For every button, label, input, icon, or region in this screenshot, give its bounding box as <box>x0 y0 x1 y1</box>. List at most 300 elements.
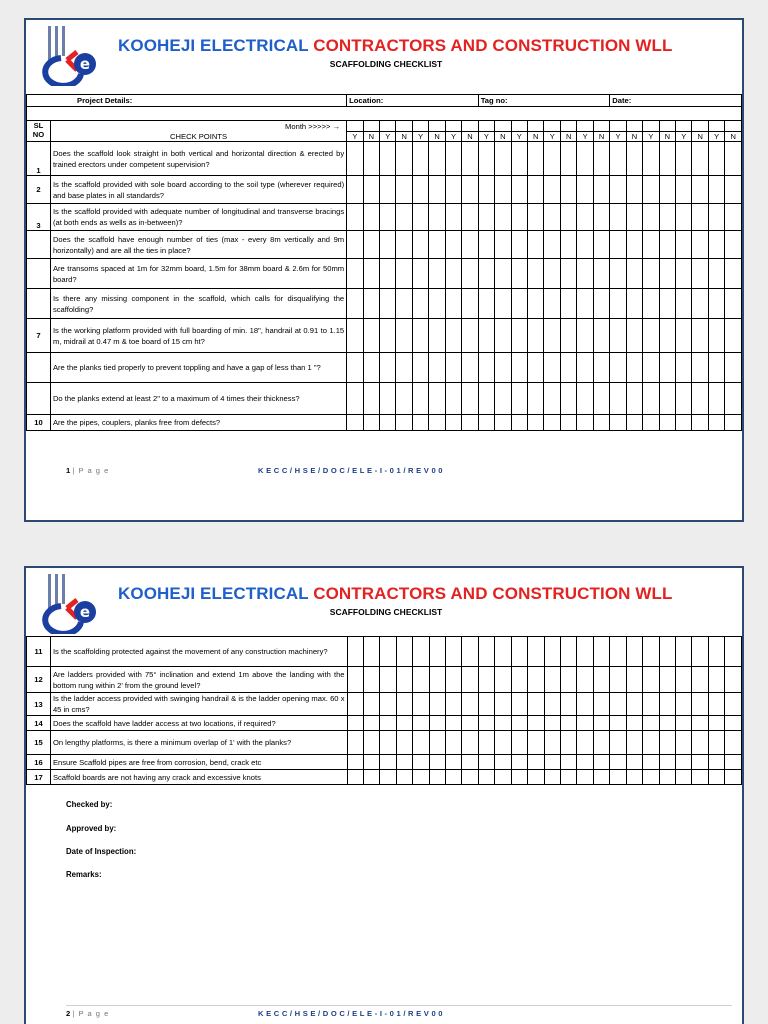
answer-cell[interactable] <box>511 755 527 770</box>
answer-cell[interactable] <box>610 693 626 716</box>
answer-cell[interactable] <box>495 383 511 415</box>
answer-cell[interactable] <box>626 667 642 693</box>
answer-cell[interactable] <box>643 176 659 204</box>
answer-cell[interactable] <box>380 770 396 785</box>
answer-cell[interactable] <box>446 637 462 667</box>
answer-cell[interactable] <box>708 204 724 231</box>
month-cell[interactable] <box>643 121 659 132</box>
answer-cell[interactable] <box>380 142 396 176</box>
answer-cell[interactable] <box>511 415 527 431</box>
answer-cell[interactable] <box>676 289 692 319</box>
answer-cell[interactable] <box>478 693 494 716</box>
answer-cell[interactable] <box>511 667 527 693</box>
answer-cell[interactable] <box>643 231 659 259</box>
answer-cell[interactable] <box>363 637 379 667</box>
month-cell[interactable] <box>610 121 626 132</box>
answer-cell[interactable] <box>659 716 675 731</box>
answer-cell[interactable] <box>626 693 642 716</box>
answer-cell[interactable] <box>577 731 593 755</box>
answer-cell[interactable] <box>396 770 412 785</box>
answer-cell[interactable] <box>380 353 396 383</box>
answer-cell[interactable] <box>643 353 659 383</box>
answer-cell[interactable] <box>528 176 544 204</box>
answer-cell[interactable] <box>708 319 724 353</box>
answer-cell[interactable] <box>363 289 379 319</box>
month-cell[interactable] <box>708 121 724 132</box>
answer-cell[interactable] <box>544 415 560 431</box>
answer-cell[interactable] <box>610 289 626 319</box>
answer-cell[interactable] <box>692 319 708 353</box>
answer-cell[interactable] <box>708 770 724 785</box>
answer-cell[interactable] <box>478 716 494 731</box>
answer-cell[interactable] <box>692 259 708 289</box>
answer-cell[interactable] <box>675 637 691 667</box>
month-cell[interactable] <box>347 121 363 132</box>
month-cell[interactable] <box>544 121 560 132</box>
answer-cell[interactable] <box>363 693 379 716</box>
answer-cell[interactable] <box>676 383 692 415</box>
answer-cell[interactable] <box>445 353 461 383</box>
answer-cell[interactable] <box>560 415 576 431</box>
answer-cell[interactable] <box>708 176 724 204</box>
month-cell[interactable] <box>380 121 396 132</box>
answer-cell[interactable] <box>462 716 478 731</box>
answer-cell[interactable] <box>380 319 396 353</box>
answer-cell[interactable] <box>561 667 577 693</box>
answer-cell[interactable] <box>528 415 544 431</box>
answer-cell[interactable] <box>380 259 396 289</box>
answer-cell[interactable] <box>692 289 708 319</box>
answer-cell[interactable] <box>560 319 576 353</box>
answer-cell[interactable] <box>380 693 396 716</box>
answer-cell[interactable] <box>413 770 429 785</box>
answer-cell[interactable] <box>396 415 412 431</box>
answer-cell[interactable] <box>626 176 642 204</box>
answer-cell[interactable] <box>676 176 692 204</box>
answer-cell[interactable] <box>577 319 593 353</box>
answer-cell[interactable] <box>544 353 560 383</box>
answer-cell[interactable] <box>560 204 576 231</box>
answer-cell[interactable] <box>610 667 626 693</box>
answer-cell[interactable] <box>528 716 544 731</box>
answer-cell[interactable] <box>561 755 577 770</box>
answer-cell[interactable] <box>610 770 626 785</box>
answer-cell[interactable] <box>610 231 626 259</box>
answer-cell[interactable] <box>495 259 511 289</box>
answer-cell[interactable] <box>692 755 708 770</box>
answer-cell[interactable] <box>643 383 659 415</box>
answer-cell[interactable] <box>593 353 609 383</box>
answer-cell[interactable] <box>561 716 577 731</box>
answer-cell[interactable] <box>412 259 428 289</box>
answer-cell[interactable] <box>626 319 642 353</box>
answer-cell[interactable] <box>692 204 708 231</box>
answer-cell[interactable] <box>643 415 659 431</box>
answer-cell[interactable] <box>462 693 478 716</box>
answer-cell[interactable] <box>593 637 609 667</box>
answer-cell[interactable] <box>725 289 742 319</box>
answer-cell[interactable] <box>511 231 527 259</box>
answer-cell[interactable] <box>643 770 659 785</box>
answer-cell[interactable] <box>495 176 511 204</box>
answer-cell[interactable] <box>659 289 675 319</box>
answer-cell[interactable] <box>577 637 593 667</box>
month-cell[interactable] <box>462 121 478 132</box>
answer-cell[interactable] <box>692 667 708 693</box>
answer-cell[interactable] <box>478 731 494 755</box>
answer-cell[interactable] <box>593 231 609 259</box>
answer-cell[interactable] <box>528 731 544 755</box>
answer-cell[interactable] <box>347 259 363 289</box>
answer-cell[interactable] <box>396 289 412 319</box>
answer-cell[interactable] <box>560 142 576 176</box>
answer-cell[interactable] <box>412 176 428 204</box>
answer-cell[interactable] <box>659 667 675 693</box>
answer-cell[interactable] <box>347 693 363 716</box>
answer-cell[interactable] <box>560 259 576 289</box>
answer-cell[interactable] <box>363 259 379 289</box>
answer-cell[interactable] <box>445 289 461 319</box>
answer-cell[interactable] <box>725 231 742 259</box>
answer-cell[interactable] <box>495 204 511 231</box>
answer-cell[interactable] <box>413 693 429 716</box>
answer-cell[interactable] <box>412 231 428 259</box>
answer-cell[interactable] <box>659 204 675 231</box>
answer-cell[interactable] <box>708 142 724 176</box>
answer-cell[interactable] <box>659 731 675 755</box>
answer-cell[interactable] <box>725 637 742 667</box>
answer-cell[interactable] <box>560 231 576 259</box>
answer-cell[interactable] <box>363 353 379 383</box>
answer-cell[interactable] <box>708 755 724 770</box>
answer-cell[interactable] <box>643 667 659 693</box>
answer-cell[interactable] <box>593 176 609 204</box>
answer-cell[interactable] <box>445 204 461 231</box>
answer-cell[interactable] <box>593 415 609 431</box>
answer-cell[interactable] <box>396 259 412 289</box>
answer-cell[interactable] <box>429 319 445 353</box>
answer-cell[interactable] <box>643 716 659 731</box>
month-cell[interactable] <box>659 121 675 132</box>
month-cell[interactable] <box>676 121 692 132</box>
answer-cell[interactable] <box>462 176 478 204</box>
answer-cell[interactable] <box>659 637 675 667</box>
answer-cell[interactable] <box>347 716 363 731</box>
answer-cell[interactable] <box>528 637 544 667</box>
answer-cell[interactable] <box>544 755 560 770</box>
answer-cell[interactable] <box>528 693 544 716</box>
answer-cell[interactable] <box>659 693 675 716</box>
answer-cell[interactable] <box>363 231 379 259</box>
answer-cell[interactable] <box>544 231 560 259</box>
answer-cell[interactable] <box>495 693 511 716</box>
answer-cell[interactable] <box>429 289 445 319</box>
answer-cell[interactable] <box>429 204 445 231</box>
answer-cell[interactable] <box>561 693 577 716</box>
answer-cell[interactable] <box>396 667 412 693</box>
answer-cell[interactable] <box>396 319 412 353</box>
answer-cell[interactable] <box>413 731 429 755</box>
answer-cell[interactable] <box>363 176 379 204</box>
answer-cell[interactable] <box>462 755 478 770</box>
answer-cell[interactable] <box>380 637 396 667</box>
answer-cell[interactable] <box>544 319 560 353</box>
answer-cell[interactable] <box>593 259 609 289</box>
answer-cell[interactable] <box>643 204 659 231</box>
answer-cell[interactable] <box>593 716 609 731</box>
answer-cell[interactable] <box>412 353 428 383</box>
answer-cell[interactable] <box>478 637 494 667</box>
answer-cell[interactable] <box>495 231 511 259</box>
answer-cell[interactable] <box>380 176 396 204</box>
answer-cell[interactable] <box>725 142 742 176</box>
answer-cell[interactable] <box>347 204 363 231</box>
month-cell[interactable] <box>692 121 708 132</box>
answer-cell[interactable] <box>478 231 494 259</box>
answer-cell[interactable] <box>610 415 626 431</box>
answer-cell[interactable] <box>412 289 428 319</box>
answer-cell[interactable] <box>528 231 544 259</box>
answer-cell[interactable] <box>544 731 560 755</box>
answer-cell[interactable] <box>511 353 527 383</box>
answer-cell[interactable] <box>396 755 412 770</box>
answer-cell[interactable] <box>528 353 544 383</box>
answer-cell[interactable] <box>363 716 379 731</box>
answer-cell[interactable] <box>412 383 428 415</box>
month-cell[interactable] <box>593 121 609 132</box>
answer-cell[interactable] <box>495 289 511 319</box>
answer-cell[interactable] <box>593 142 609 176</box>
answer-cell[interactable] <box>708 415 724 431</box>
answer-cell[interactable] <box>495 731 511 755</box>
answer-cell[interactable] <box>396 204 412 231</box>
answer-cell[interactable] <box>412 415 428 431</box>
answer-cell[interactable] <box>446 693 462 716</box>
answer-cell[interactable] <box>347 383 363 415</box>
answer-cell[interactable] <box>626 142 642 176</box>
answer-cell[interactable] <box>511 770 527 785</box>
answer-cell[interactable] <box>560 353 576 383</box>
month-cell[interactable] <box>560 121 576 132</box>
answer-cell[interactable] <box>593 319 609 353</box>
answer-cell[interactable] <box>495 353 511 383</box>
answer-cell[interactable] <box>380 204 396 231</box>
answer-cell[interactable] <box>495 637 511 667</box>
answer-cell[interactable] <box>577 755 593 770</box>
answer-cell[interactable] <box>725 176 742 204</box>
answer-cell[interactable] <box>347 353 363 383</box>
answer-cell[interactable] <box>380 667 396 693</box>
answer-cell[interactable] <box>577 667 593 693</box>
answer-cell[interactable] <box>478 204 494 231</box>
answer-cell[interactable] <box>511 383 527 415</box>
answer-cell[interactable] <box>544 637 560 667</box>
answer-cell[interactable] <box>626 353 642 383</box>
answer-cell[interactable] <box>659 231 675 259</box>
answer-cell[interactable] <box>462 667 478 693</box>
answer-cell[interactable] <box>478 415 494 431</box>
answer-cell[interactable] <box>610 176 626 204</box>
answer-cell[interactable] <box>396 637 412 667</box>
month-cell[interactable] <box>495 121 511 132</box>
answer-cell[interactable] <box>478 289 494 319</box>
answer-cell[interactable] <box>593 383 609 415</box>
answer-cell[interactable] <box>725 383 742 415</box>
answer-cell[interactable] <box>396 383 412 415</box>
answer-cell[interactable] <box>347 231 363 259</box>
answer-cell[interactable] <box>445 142 461 176</box>
answer-cell[interactable] <box>446 716 462 731</box>
answer-cell[interactable] <box>659 259 675 289</box>
answer-cell[interactable] <box>626 716 642 731</box>
answer-cell[interactable] <box>659 415 675 431</box>
answer-cell[interactable] <box>446 755 462 770</box>
answer-cell[interactable] <box>478 142 494 176</box>
answer-cell[interactable] <box>412 142 428 176</box>
answer-cell[interactable] <box>495 142 511 176</box>
answer-cell[interactable] <box>725 415 742 431</box>
answer-cell[interactable] <box>610 716 626 731</box>
answer-cell[interactable] <box>446 731 462 755</box>
answer-cell[interactable] <box>676 231 692 259</box>
answer-cell[interactable] <box>593 770 609 785</box>
answer-cell[interactable] <box>363 383 379 415</box>
answer-cell[interactable] <box>577 204 593 231</box>
answer-cell[interactable] <box>675 770 691 785</box>
answer-cell[interactable] <box>626 231 642 259</box>
answer-cell[interactable] <box>708 693 724 716</box>
answer-cell[interactable] <box>462 204 478 231</box>
answer-cell[interactable] <box>675 755 691 770</box>
answer-cell[interactable] <box>708 259 724 289</box>
answer-cell[interactable] <box>708 231 724 259</box>
answer-cell[interactable] <box>462 142 478 176</box>
answer-cell[interactable] <box>610 731 626 755</box>
answer-cell[interactable] <box>708 637 724 667</box>
answer-cell[interactable] <box>511 289 527 319</box>
answer-cell[interactable] <box>347 415 363 431</box>
answer-cell[interactable] <box>347 731 363 755</box>
answer-cell[interactable] <box>692 637 708 667</box>
answer-cell[interactable] <box>380 716 396 731</box>
answer-cell[interactable] <box>544 383 560 415</box>
answer-cell[interactable] <box>593 755 609 770</box>
answer-cell[interactable] <box>495 319 511 353</box>
answer-cell[interactable] <box>577 770 593 785</box>
answer-cell[interactable] <box>446 667 462 693</box>
answer-cell[interactable] <box>643 142 659 176</box>
answer-cell[interactable] <box>396 731 412 755</box>
answer-cell[interactable] <box>643 755 659 770</box>
answer-cell[interactable] <box>478 353 494 383</box>
answer-cell[interactable] <box>692 731 708 755</box>
answer-cell[interactable] <box>429 667 445 693</box>
answer-cell[interactable] <box>495 755 511 770</box>
answer-cell[interactable] <box>396 231 412 259</box>
answer-cell[interactable] <box>626 259 642 289</box>
answer-cell[interactable] <box>659 755 675 770</box>
answer-cell[interactable] <box>347 176 363 204</box>
answer-cell[interactable] <box>511 259 527 289</box>
answer-cell[interactable] <box>413 667 429 693</box>
answer-cell[interactable] <box>528 289 544 319</box>
month-cell[interactable] <box>577 121 593 132</box>
answer-cell[interactable] <box>363 204 379 231</box>
answer-cell[interactable] <box>725 731 742 755</box>
answer-cell[interactable] <box>659 353 675 383</box>
answer-cell[interactable] <box>445 415 461 431</box>
answer-cell[interactable] <box>610 204 626 231</box>
answer-cell[interactable] <box>692 770 708 785</box>
answer-cell[interactable] <box>675 667 691 693</box>
answer-cell[interactable] <box>528 755 544 770</box>
answer-cell[interactable] <box>380 231 396 259</box>
answer-cell[interactable] <box>396 693 412 716</box>
answer-cell[interactable] <box>429 637 445 667</box>
answer-cell[interactable] <box>544 204 560 231</box>
month-cell[interactable] <box>725 121 742 132</box>
answer-cell[interactable] <box>577 176 593 204</box>
answer-cell[interactable] <box>561 770 577 785</box>
answer-cell[interactable] <box>610 637 626 667</box>
answer-cell[interactable] <box>462 259 478 289</box>
answer-cell[interactable] <box>347 755 363 770</box>
answer-cell[interactable] <box>511 319 527 353</box>
answer-cell[interactable] <box>478 383 494 415</box>
answer-cell[interactable] <box>363 142 379 176</box>
answer-cell[interactable] <box>577 693 593 716</box>
month-cell[interactable] <box>412 121 428 132</box>
answer-cell[interactable] <box>593 667 609 693</box>
answer-cell[interactable] <box>478 319 494 353</box>
answer-cell[interactable] <box>413 755 429 770</box>
answer-cell[interactable] <box>708 716 724 731</box>
answer-cell[interactable] <box>429 353 445 383</box>
answer-cell[interactable] <box>577 383 593 415</box>
answer-cell[interactable] <box>708 383 724 415</box>
answer-cell[interactable] <box>528 142 544 176</box>
answer-cell[interactable] <box>577 353 593 383</box>
answer-cell[interactable] <box>396 716 412 731</box>
answer-cell[interactable] <box>577 716 593 731</box>
answer-cell[interactable] <box>462 415 478 431</box>
answer-cell[interactable] <box>396 142 412 176</box>
answer-cell[interactable] <box>544 289 560 319</box>
answer-cell[interactable] <box>511 204 527 231</box>
answer-cell[interactable] <box>692 415 708 431</box>
answer-cell[interactable] <box>610 142 626 176</box>
answer-cell[interactable] <box>478 259 494 289</box>
month-cell[interactable] <box>478 121 494 132</box>
month-cell[interactable] <box>429 121 445 132</box>
answer-cell[interactable] <box>560 383 576 415</box>
answer-cell[interactable] <box>544 259 560 289</box>
answer-cell[interactable] <box>478 770 494 785</box>
answer-cell[interactable] <box>429 731 445 755</box>
answer-cell[interactable] <box>643 693 659 716</box>
answer-cell[interactable] <box>347 667 363 693</box>
answer-cell[interactable] <box>577 259 593 289</box>
answer-cell[interactable] <box>429 176 445 204</box>
answer-cell[interactable] <box>445 259 461 289</box>
answer-cell[interactable] <box>462 231 478 259</box>
month-cell[interactable] <box>445 121 461 132</box>
answer-cell[interactable] <box>626 731 642 755</box>
answer-cell[interactable] <box>528 383 544 415</box>
answer-cell[interactable] <box>544 693 560 716</box>
answer-cell[interactable] <box>610 755 626 770</box>
answer-cell[interactable] <box>593 204 609 231</box>
